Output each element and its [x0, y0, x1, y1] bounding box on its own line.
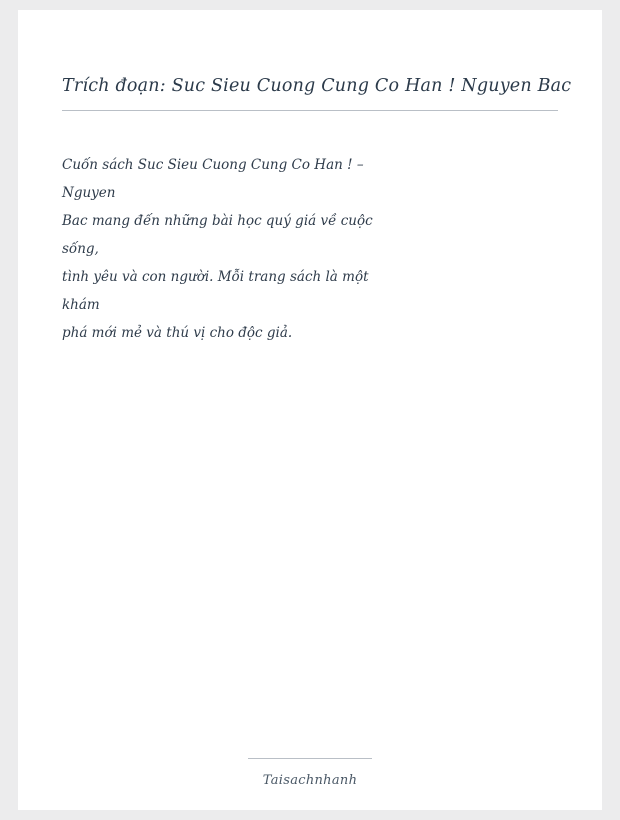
footer-divider	[248, 758, 372, 759]
page-title: Trích đoạn: Suc Sieu Cuong Cung Co Han ! Nguyen Bac	[62, 76, 572, 96]
page-footer	[62, 758, 558, 788]
document-body	[62, 111, 392, 347]
body-line: phá mới mẻ và thú vị cho độc giả.	[62, 325, 293, 341]
footer-label: Taisachnhanh	[262, 773, 358, 788]
body-line: Bac mang đến những bài học quý giá về cuộc sống,	[62, 213, 377, 257]
body-line: tình yêu và con người. Mỗi trang sách là một khám	[62, 269, 373, 313]
document-page	[18, 10, 602, 810]
page-content	[62, 10, 572, 810]
body-line: Cuốn sách Suc Sieu Cuong Cung Co Han ! – Nguyen	[62, 157, 368, 201]
